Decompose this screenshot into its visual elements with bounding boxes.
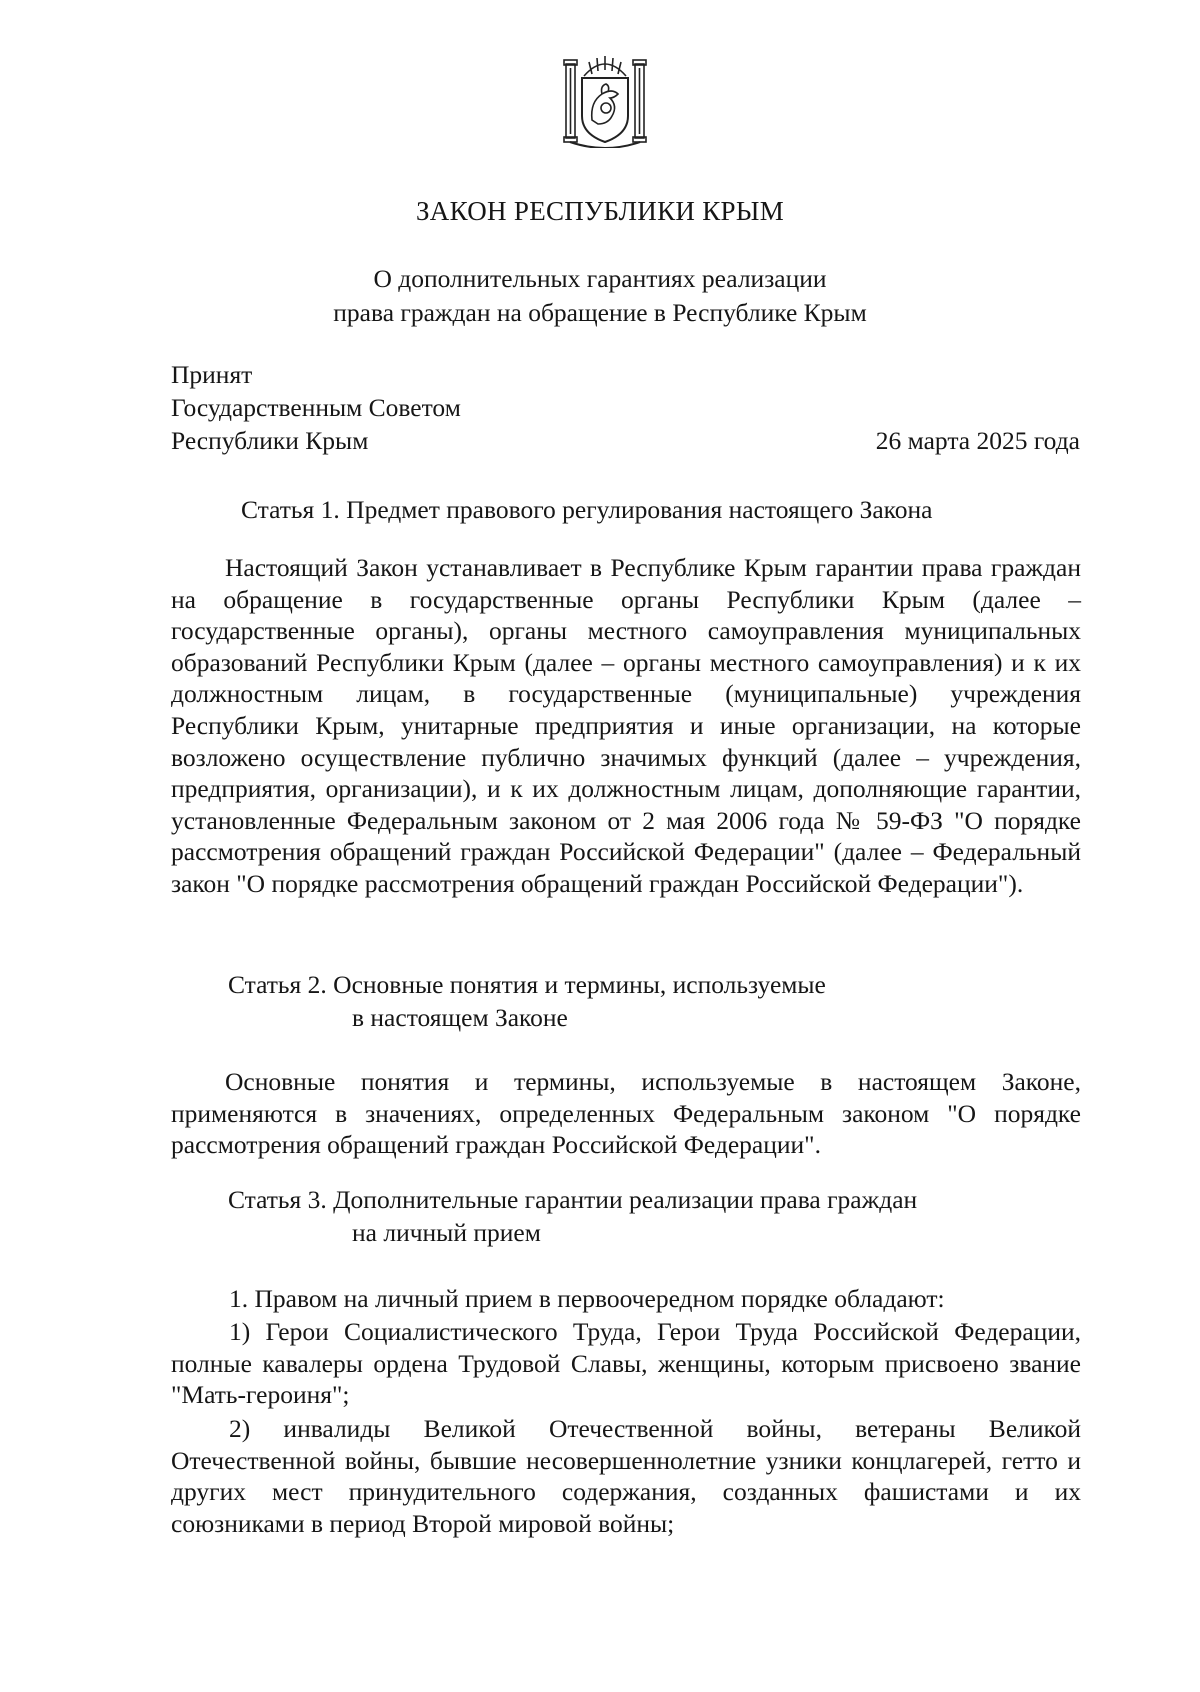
law-subtitle: [0, 262, 1200, 330]
article-3-subitem-2: 2) инвалиды Великой Отечественной войны, ветераны Великой Отечественной войны, бывшие несовершеннолетние узники концлагерей, гетто и других мест принудительного содержания, созданных фашистами и их союзниками в период Второй мировой войны;: [171, 1414, 1081, 1538]
article-3-heading-line-2: на личный прием: [352, 1218, 541, 1247]
article-2-heading-line-2: в настоящем Законе: [352, 1003, 568, 1032]
article-3-subitem-1: 1) Герои Социалистического Труда, Герои Труда Российской Федерации, полные кавалеры ордена Трудовой Славы, женщины, которым присвоено звание "Мать-героиня";: [171, 1317, 1081, 1410]
law-title: ЗАКОН РЕСПУБЛИКИ КРЫМ: [415, 196, 785, 226]
article-3-heading: [228, 1183, 917, 1249]
adopted-line-3: Республики Крым: [171, 426, 369, 455]
subtitle-line-2: права граждан на обращение в Республике Крым: [333, 298, 867, 327]
subtitle-line-1: О дополнительных гарантиях реализации: [373, 264, 827, 293]
adoption-block: [171, 358, 461, 457]
crimea-coat-of-arms-icon: [562, 50, 648, 148]
article-2-heading: [228, 968, 826, 1034]
article-3-item-1: 1. Правом на личный прием в первоочередном порядке обладают:: [229, 1284, 945, 1313]
article-1-heading: Статья 1. Предмет правового регулирования настоящего Закона: [241, 495, 933, 524]
article-2-text: Основные понятия и термины, используемые в настоящем Законе, применяются в значениях, определенных Федеральным законом "О порядке рассмотрения обращений граждан Российской Федерации".: [171, 1067, 1081, 1160]
article-1-text: Настоящий Закон устанавливает в Республике Крым гарантии права граждан на обращение в государственные органы Республики Крым (далее – государственные органы), органы местного самоуправления муниципальных образований Республики Крым (далее – органы местного самоуправления) и к их должностным лицам, в государственные (муниципальные) учреждения Республики Крым, унитарные предприятия и иные организации, на которые возложено осуществление публично значимых функций (далее – учреждения, предприятия, организации), и к их должностным лицам, дополняющие гарантии, установленные Федеральным законом от 2 мая 2006 года № 59-ФЗ "О порядке рассмотрения обращений граждан Российской Федерации" (далее – Федеральный закон "О порядке рассмотрения обращений граждан Российской Федерации").: [171, 553, 1081, 898]
article-2-heading-line-1: Статья 2. Основные понятия и термины, используемые: [228, 970, 826, 999]
adopted-line-2: Государственным Советом: [171, 393, 461, 422]
adoption-date: 26 марта 2025 года: [875, 426, 1080, 455]
adopted-line-1: Принят: [171, 360, 253, 389]
article-3-heading-line-1: Статья 3. Дополнительные гарантии реализации права граждан: [228, 1185, 918, 1214]
